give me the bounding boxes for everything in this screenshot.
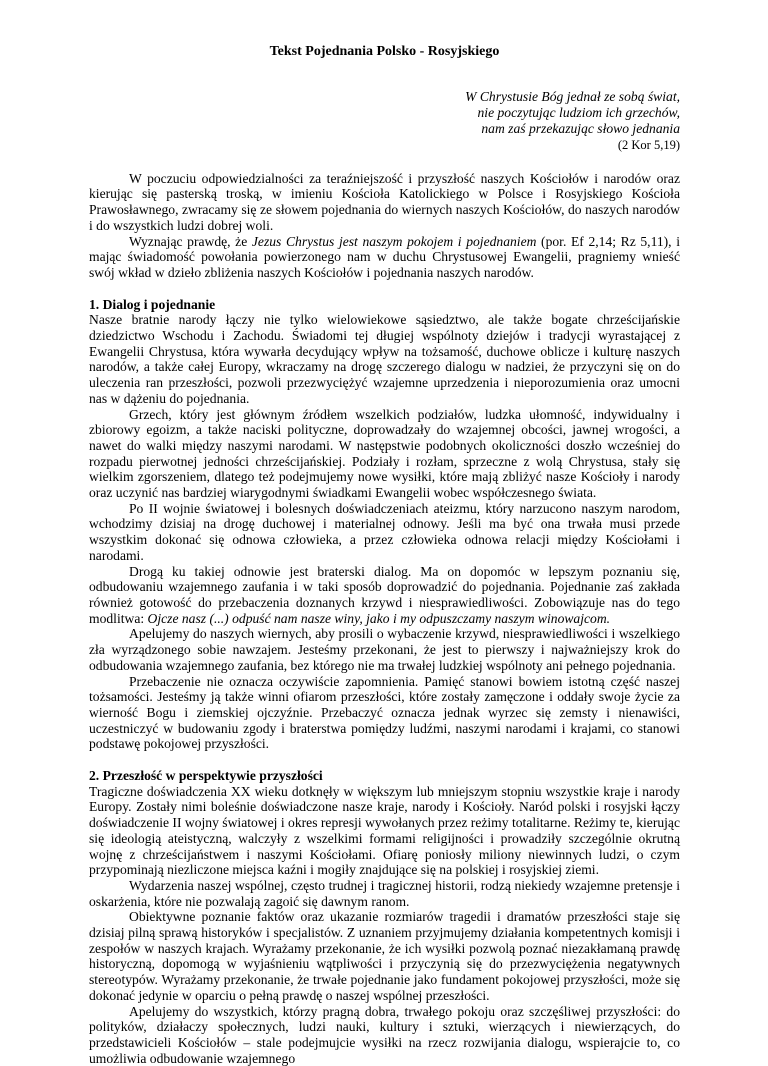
- section-1-p4-text: Drogą ku takiej odnowie jest braterski dialog. Ma on dopomóc w lepszym poznaniu się, odbudowaniu wzajemnego zaufania i w taki sposób doprowadzić do pojednania. Pojednanie zaś zakłada również gotowość do przebaczenia doznanych krzywd i niesprawiedliwości. Zobowiązuje nas do tego modlitwa:: [89, 563, 680, 626]
- section-1-paragraph-3: Po II wojnie światowej i bolesnych doświadczeniach ateizmu, który narzucono naszym narodom, wchodzimy dzisiaj na drogę duchowej i materialnej odnowy. Jeśli ma być ona trwała musi przede wszystkim dokonać się odnowa człowieka, a przez człowieka odnowa relacji między Kościołami i narodami.: [89, 500, 680, 563]
- section-1-heading: 1. Dialog i pojednanie: [89, 296, 216, 312]
- motto-line-2: nie poczytując ludziom ich grzechów,: [477, 104, 680, 120]
- section-2-paragraph-1: Tragiczne doświadczenia XX wieku dotknęły w większym lub mniejszym stopniu wszystkie kraje i narody Europy. Zostały nimi boleśnie doświadczone nasze kraje, narody i Kościoły. Naród polski i rosyjski łączy doświadczenie II wojny światowej i okres represji wywołanych przez reżimy totalitarne. Reżimy te, kierując się ideologią ateistyczną, walczyły z wszelkimi formami religijności i prowadziły szczególnie okrutną wojnę z chrześcijaństwem i naszymi Kościołami. Ofiarę poniosły miliony niewinnych ludzi, o czym przypominają niezliczone miejsca kaźni i mogiły znajdujące się na polskiej i rosyjskiej ziemi.: [89, 783, 680, 878]
- section-1-p4-prayer-quote: Ojcze nasz (...) odpuść nam nasze winy, jako i my odpuszczamy naszym winowajcom.: [147, 610, 611, 626]
- section-2-heading: 2. Przeszłość w perspektywie przyszłości: [89, 768, 323, 784]
- intro-p2-italic-quote: Jezus Chrystus jest naszym pokojem i pojednaniem: [251, 233, 537, 249]
- section-1-paragraph-6: Przebaczenie nie oznacza oczywiście zapomnienia. Pamięć stanowi bowiem istotną część naszej tożsamości. Jesteśmy ją także winni ofiarom przeszłości, które zostały zamęczone i oddały swoje życie za wierność Bogu i ziemskiej ojczyźnie. Przebaczyć oznacza jednak wyrzec się zemsty i nienawiści, uczestniczyć w budowaniu zgody i braterstwa pomiędzy ludźmi, naszymi narodami i krajami, co stanowi podstawę pokojowej przyszłości.: [89, 673, 680, 752]
- motto-reference: (2 Kor 5,19): [617, 137, 680, 152]
- section-1-paragraph-2: Grzech, który jest głównym źródłem wszelkich podziałów, ludzka ułomność, indywidualny i zbiorowy egoizm, a także naciski polityczne, doprowadzały do wzajemnej obcości, jawnej wrogości, a nawet do walki między naszymi narodami. W następstwie podobnych okoliczności doszło wcześniej do rozpadu pierwotnej jedności chrześcijańskiej. Podziały i rozłam, sprzeczne z wolą Chrystusa, stały się wielkim zgorszeniem, dlatego też podejmujemy nowe wysiłki, które mają zbliżyć nasze Kościoły i narody oraz uczynić nas bardziej wiarygodnymi świadkami Ewangelii wobec współczesnego świata.: [89, 406, 680, 501]
- motto-quote: [89, 89, 680, 153]
- motto-line-3: nam zaś przekazując słowo jednania: [481, 120, 680, 136]
- section-2-paragraph-3: Obiektywne poznanie faktów oraz ukazanie rozmiarów tragedii i dramatów przeszłości staje się dzisiaj pilną sprawą historyków i specjalistów. Z uznaniem przyjmujemy działania kompetentnych komisji i zespołów w naszych krajach. Wyrażamy przekonanie, że ich wysiłki pozwolą poznać niezakłamaną prawdę historyczną, dopomogą w wyjaśnieniu wątpliwości i przyczynią się do przezwyciężenia negatywnych stereotypów. Wyrażamy przekonanie, że trwałe pojednanie jako fundament pokojowej przyszłości, może się dokonać jedynie w oparciu o pełną prawdę o naszej wspólnej przeszłości.: [89, 909, 680, 1003]
- motto-line-1: W Chrystusie Bóg jednał ze sobą świat,: [465, 88, 680, 104]
- section-2-paragraph-4: Apelujemy do wszystkich, którzy pragną dobra, trwałego pokoju oraz szczęśliwej przyszłości: do polityków, działaczy społecznych, ludzi nauki, kultury i sztuki, wierzących i niewierzących, do przedstawicieli Kościołów – stale podejmujcie wysiłki na rzecz rozwijania dialogu, wspierajcie to, co umożliwia odbudowanie wzajemnego: [89, 1003, 680, 1066]
- section-2-paragraph-2: Wydarzenia naszej wspólnej, często trudnej i tragicznej historii, rodzą niekiedy wzajemne pretensje i oskarżenia, które nie pozwalają zagoić się dawnym ranom.: [89, 877, 680, 909]
- intro-paragraph-1: W poczuciu odpowiedzialności za teraźniejszość i przyszłość naszych Kościołów i narodów oraz kierując się pasterską troską, w imieniu Kościoła Katolickiego w Polsce i Rosyjskiego Kościoła Prawosławnego, zwracamy się ze słowem pojednania do wiernych naszych Kościołów, do naszych narodów i do wszystkich ludzi dobrej woli.: [89, 170, 680, 233]
- intro-paragraph-2: [89, 234, 680, 281]
- intro-p2-text-before: Wyznając prawdę, że: [129, 233, 252, 249]
- intro-p2-text-after: (por. Ef 2,14; Rz 5,11), i mając świadomość powołania powierzonego nam w duchu Chrystusowej Ewangelii, pragniemy wnieść swój wkład w dzieło zbliżenia naszych Kościołów i pojednania naszych narodów.: [89, 233, 680, 280]
- document-title: Tekst Pojednania Polsko - Rosyjskiego: [269, 44, 500, 59]
- section-1-paragraph-5: Apelujemy do naszych wiernych, aby prosili o wybaczenie krzywd, niesprawiedliwości i wszelkiego zła wyrządzonego sobie nawzajem. Jesteśmy przekonani, że jest to pierwszy i najważniejszy krok do odbudowania wzajemnego zaufania, bez którego nie ma trwałej ludzkiej wspólnoty ani pełnego pojednania.: [89, 626, 680, 673]
- section-1-paragraph-4: [89, 564, 680, 627]
- section-1-paragraph-1: Nasze bratnie narody łączy nie tylko wielowiekowe sąsiedztwo, ale także bogate chrześcijańskie dziedzictwo Wschodu i Zachodu. Świadomi tej długiej wspólnoty dziejów i tradycji wyrastającej z Ewangelii Chrystusa, która wywarła decydujący wpływ na tożsamość, duchowe oblicze i kulturę naszych narodów, a także całej Europy, wkraczamy na drogę szczerego dialogu w nadziei, że przyczyni się on do uleczenia ran przeszłości, pozwoli przezwyciężyć wzajemne uprzedzenia i nieporozumienia oraz umocni nas w dążeniu do pojednania.: [89, 312, 680, 406]
